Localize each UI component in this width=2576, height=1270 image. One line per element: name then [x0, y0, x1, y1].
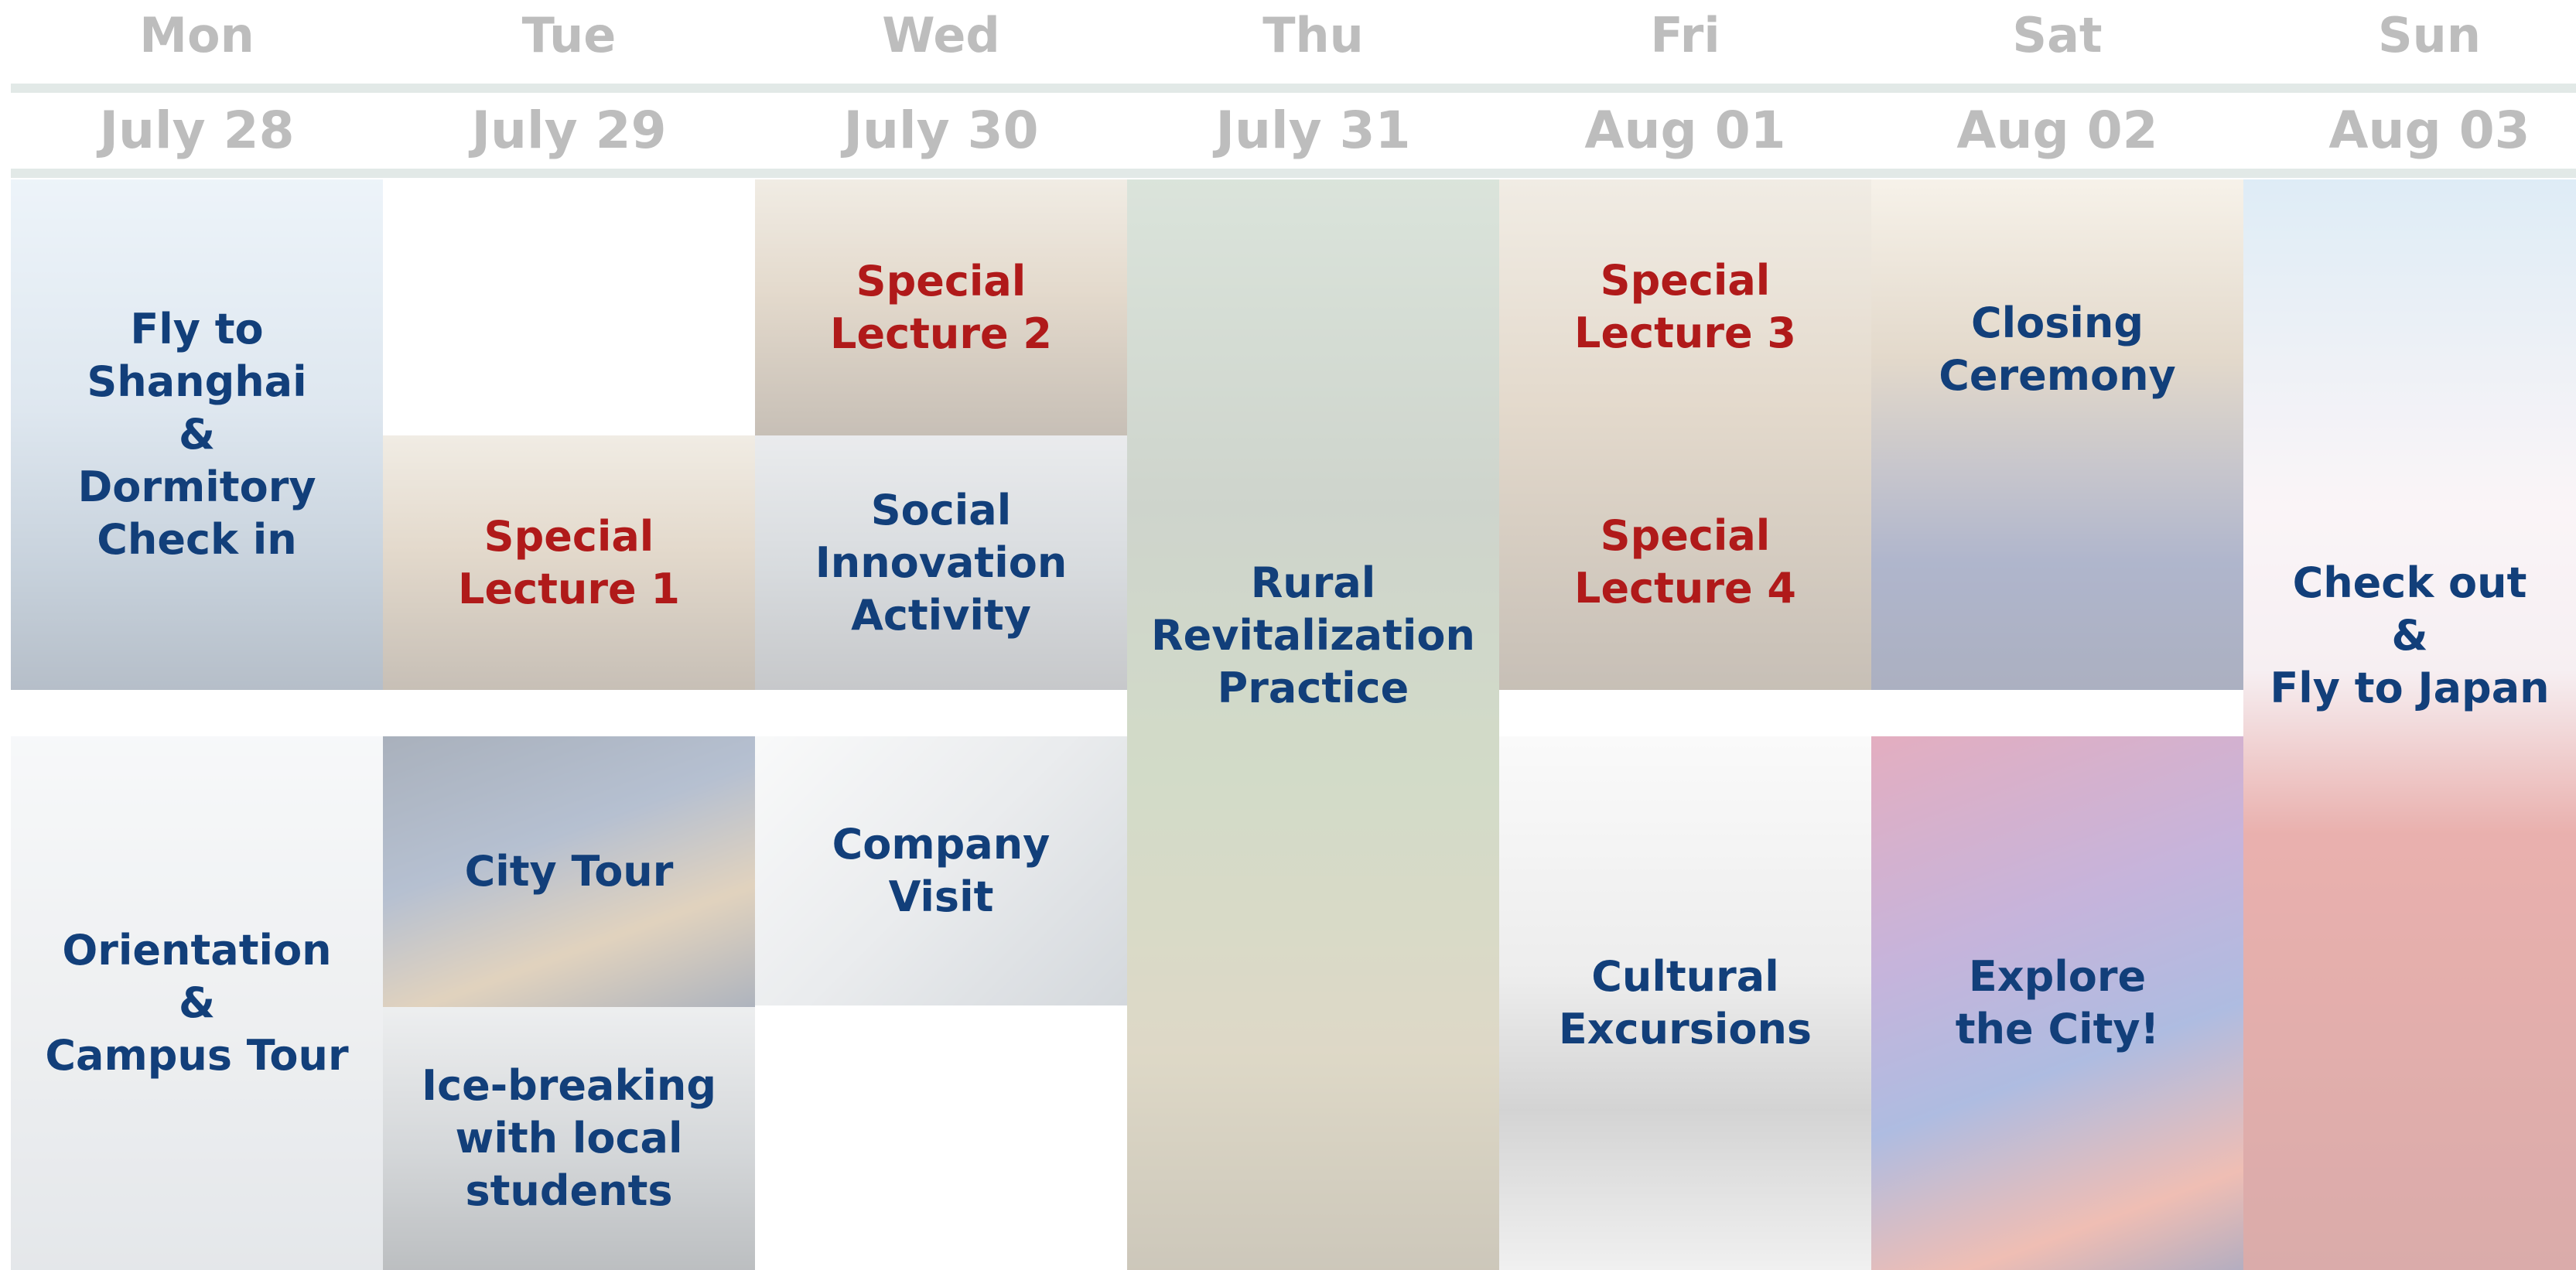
- event-mon-fly-shanghai: [11, 179, 383, 690]
- event-sat-closing-ceremony: [1871, 179, 2243, 690]
- event-label: [442, 510, 695, 616]
- event-text: Explore: [1968, 952, 2147, 1001]
- event-text: Rural: [1250, 558, 1376, 607]
- event-text: Visit: [888, 872, 994, 921]
- event-text: Special: [1600, 256, 1771, 305]
- event-text: Lecture 2: [830, 309, 1052, 358]
- event-label: [1136, 557, 1491, 715]
- weekday-sat: Sat: [2012, 7, 2103, 63]
- weekday-tue: Tue: [521, 7, 617, 63]
- event-text: Revitalization: [1151, 611, 1475, 660]
- event-wed-lecture-2: [755, 179, 1127, 435]
- event-label: [815, 255, 1068, 360]
- event-text: Campus Tour: [45, 1031, 349, 1080]
- date-thu: July 31: [1215, 101, 1411, 160]
- event-label: [29, 924, 364, 1082]
- event-text: with local: [455, 1114, 683, 1162]
- event-tue-city-tour: [383, 736, 755, 1007]
- event-text: students: [465, 1166, 673, 1215]
- event-label: [62, 303, 331, 566]
- event-text: Innovation: [815, 538, 1068, 587]
- weekday-fri: Fri: [1650, 7, 1720, 63]
- event-wed-social-innovation: [755, 435, 1127, 690]
- event-text: &: [2391, 611, 2428, 660]
- date-divider: [11, 169, 2576, 178]
- event-wed-company-visit: [755, 736, 1127, 1005]
- event-text: &: [178, 410, 216, 459]
- date-mon: July 28: [99, 101, 295, 160]
- event-sat-explore-city: [1871, 736, 2243, 1270]
- event-text: the City!: [1955, 1005, 2160, 1053]
- event-label: [406, 1060, 732, 1217]
- event-label: [800, 484, 1083, 642]
- event-label: [2254, 557, 2564, 715]
- event-text: Special: [1600, 511, 1771, 560]
- event-text: Check in: [97, 515, 297, 564]
- event-label-lecture-4: [1559, 510, 1812, 615]
- event-text: Social: [870, 485, 1012, 534]
- event-text: Ice-breaking: [421, 1061, 716, 1110]
- event-text: Lecture 4: [1574, 564, 1796, 613]
- event-text: Special: [483, 511, 654, 561]
- event-text: Fly to Japan: [2270, 664, 2550, 712]
- event-text: Dormitory: [77, 463, 316, 511]
- event-label: [817, 818, 1066, 923]
- event-text: Activity: [851, 590, 1031, 640]
- event-sun-checkout: [2243, 179, 2576, 1270]
- event-tue-lecture-1: [383, 435, 755, 690]
- event-text: Cultural: [1591, 952, 1779, 1001]
- event-fri-lectures: [1499, 179, 1871, 690]
- event-label: [1543, 951, 1827, 1056]
- weekday-thu: Thu: [1262, 7, 1364, 63]
- date-sat: Aug 02: [1956, 101, 2158, 160]
- event-label: [1940, 951, 2175, 1056]
- event-label-lecture-3: [1559, 254, 1812, 360]
- event-text: Shanghai: [87, 357, 307, 406]
- event-text: Orientation: [62, 926, 332, 975]
- event-text: Ceremony: [1939, 351, 2176, 400]
- event-text: Practice: [1217, 664, 1409, 712]
- date-header-row: [0, 92, 2576, 169]
- event-text: Check out: [2292, 558, 2527, 607]
- event-text: Company: [832, 820, 1051, 869]
- event-mon-orientation: [11, 736, 383, 1270]
- event-fri-cultural-excursions: [1499, 736, 1871, 1270]
- event-text: Excursions: [1558, 1005, 1812, 1053]
- weekday-header-row: [0, 0, 2576, 71]
- weekday-sun: Sun: [2378, 7, 2481, 63]
- date-tue: July 29: [471, 101, 667, 160]
- event-label: [1923, 297, 2192, 402]
- weekday-mon: Mon: [139, 7, 255, 63]
- event-text: Closing: [1971, 299, 2144, 347]
- event-text: Lecture 3: [1574, 309, 1796, 357]
- weekday-wed: Wed: [882, 7, 1000, 63]
- event-text: Lecture 1: [458, 564, 680, 613]
- date-fri: Aug 01: [1584, 101, 1786, 160]
- event-text: Fly to: [130, 305, 264, 353]
- event-thu-rural-revitalization: [1127, 179, 1499, 1270]
- date-sun: Aug 03: [2328, 101, 2530, 160]
- event-label: [449, 845, 689, 898]
- event-tue-ice-breaking: [383, 1007, 755, 1270]
- event-text: Special: [856, 256, 1027, 306]
- date-wed: July 30: [843, 101, 1039, 160]
- event-text: City Tour: [464, 847, 674, 896]
- event-text: &: [178, 978, 216, 1027]
